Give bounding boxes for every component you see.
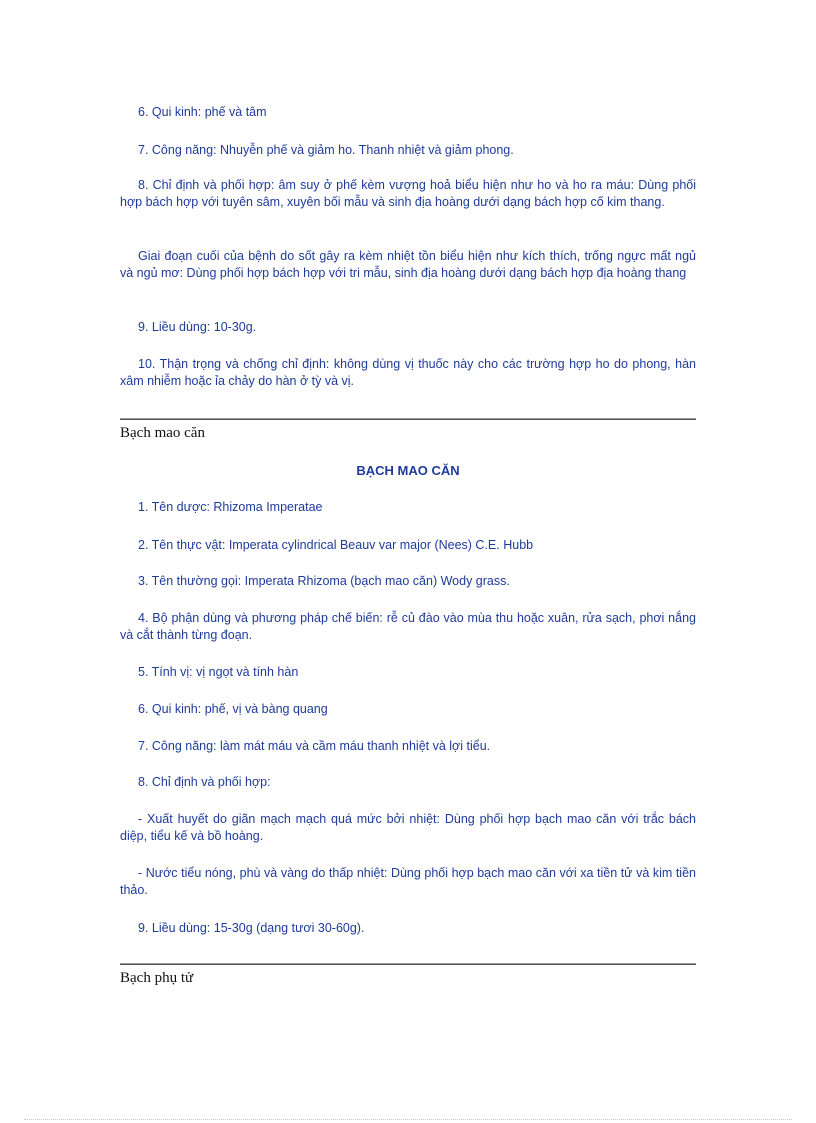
section-title: BẠCH MAO CĂN: [356, 463, 460, 478]
paragraph-ten-thuc-vat: 2. Tên thực vật: Imperata cylindrical Beauv var major (Nees) C.E. Hubb: [138, 538, 534, 552]
paragraph-giai-doan: Giai đoạn cuối của bệnh do sốt gây ra kèm nhiệt tồn biểu hiện như kích thích, trống ngực mất ngủ và ngủ mơ: Dùng phối hợp bách hợp với tri mẫu, sinh địa hoàng dưới dạng bách hợp địa hoàng thang: [120, 249, 696, 280]
paragraph-xuat-huyet: - Xuất huyết do giãn mạch mạch quá mức bởi nhiệt: Dùng phối hợp bạch mao căn với trắc bách diệp, tiểu kế và bồ hoàng.: [120, 812, 696, 843]
page-bottom-dotted-border: [24, 1119, 792, 1120]
paragraph-qui-kinh: 6. Qui kinh: phế và tâm: [138, 105, 267, 119]
paragraph-chi-dinh-2: 8. Chỉ định và phối hợp:: [138, 775, 271, 789]
paragraph-ten-thuong-goi: 3. Tên thường gọi: Imperata Rhizoma (bạch mao căn) Wody grass.: [138, 574, 510, 588]
paragraph-than-trong: 10. Thận trọng và chống chỉ định: không dùng vị thuốc này cho các trường hợp ho do phong, hàn xâm nhiễm hoặc ỉa chảy do hàn ở tỳ và vị.: [120, 357, 696, 388]
paragraph-nuoc-tieu: - Nước tiểu nóng, phù và vàng do thấp nhiệt: Dùng phối hợp bạch mao căn với xa tiền tử và kim tiền thảo.: [120, 866, 696, 897]
paragraph-lieu-dung: 9. Liều dùng: 10-30g.: [138, 320, 257, 334]
paragraph-lieu-dung-2: 9. Liều dùng: 15-30g (dạng tươi 30-60g).: [138, 921, 365, 935]
paragraph-qui-kinh-2: 6. Qui kinh: phế, vị và bàng quang: [138, 702, 328, 716]
horizontal-rule: [120, 963, 696, 965]
section-heading-bach-phu-tu: Bạch phụ tử: [120, 970, 194, 986]
horizontal-rule: [120, 418, 696, 420]
paragraph-tinh-vi: 5. Tính vị: vị ngọt và tính hàn: [138, 665, 299, 679]
section-heading-bach-mao-can: Bạch mao căn: [120, 425, 205, 441]
paragraph-cong-nang-2: 7. Công năng: làm mát máu và cầm máu thanh nhiệt và lợi tiểu.: [138, 739, 491, 753]
paragraph-bo-phan-dung: 4. Bộ phận dùng và phương pháp chế biến: rễ củ đào vào mùa thu hoặc xuân, rửa sạch, phơi nắng và cắt thành từng đoạn.: [120, 611, 696, 642]
paragraph-cong-nang: 7. Công năng: Nhuyễn phế và giảm ho. Thanh nhiệt và giảm phong.: [138, 143, 514, 157]
paragraph-chi-dinh: 8. Chỉ định và phối hợp: âm suy ở phế kèm vượng hoả biểu hiện như ho và ho ra máu: Dùng phối hợp bách hợp với tuyên sâm, xuyên bối mẫu và sinh địa hoàng dưới dạng bách hợp cố kim thang.: [120, 178, 696, 209]
paragraph-ten-duoc: 1. Tên dược: Rhizoma Imperatae: [138, 500, 323, 514]
